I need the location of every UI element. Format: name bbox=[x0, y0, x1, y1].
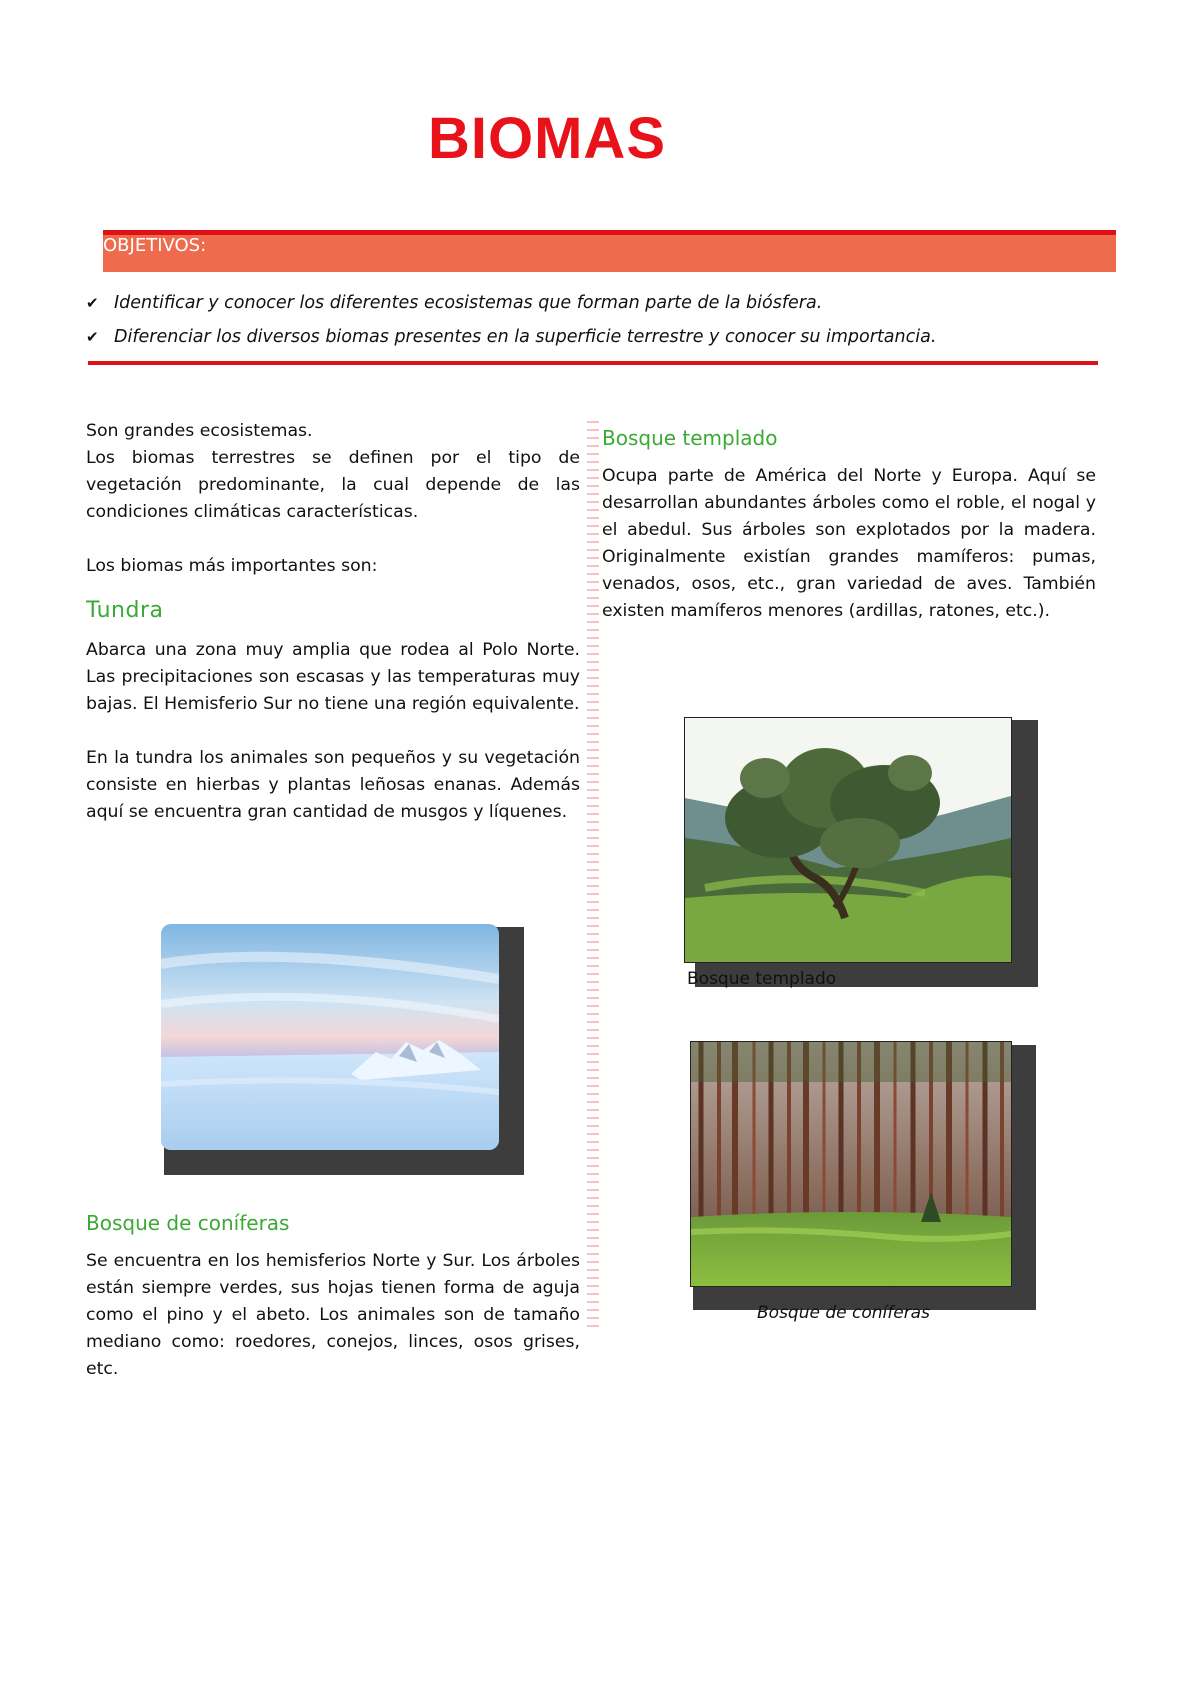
coniferas-image bbox=[690, 1041, 1012, 1287]
checkmark-icon: ✔ bbox=[86, 328, 99, 346]
page-title: BIOMAS bbox=[428, 106, 666, 171]
right-column bbox=[602, 425, 1096, 625]
objectives-list bbox=[86, 286, 1106, 354]
objective-text: Identificar y conocer los diferentes ecosistemas que forman parte de la biósfera. bbox=[114, 293, 823, 313]
intro-text: Los biomas más importantes son: bbox=[86, 556, 378, 576]
conifer-forest-illustration bbox=[691, 1042, 1011, 1286]
templado-paragraph: Ocupa parte de América del Norte y Europa. Aquí se desarrollan abundantes árboles como el roble, el nogal y el abedul. Sus árboles son explotados por la madera. Originalmente existían grandes mamíferos: pumas, venados, osos, etc., gran variedad de aves. También existen mamíferos menores (ardillas, ratones, etc.). bbox=[602, 466, 1096, 621]
caption-templado: Bosque templado bbox=[687, 969, 837, 989]
section-heading-tundra: Tundra bbox=[86, 598, 164, 623]
objective-item bbox=[86, 286, 1106, 320]
intro-text: Son grandes ecosistemas. bbox=[86, 421, 313, 441]
objectives-bottom-rule bbox=[88, 361, 1098, 365]
column-divider bbox=[587, 418, 599, 1330]
section-heading-coniferas: Bosque de coníferas bbox=[86, 1211, 290, 1235]
tundra-paragraph: En la tundra los animales son pequeños y su vegetación consiste en hierbas y plantas leñosas enanas. Además aquí se encuentra gran cantidad de musgos y líquenes. bbox=[86, 748, 580, 822]
coniferas-section bbox=[86, 1210, 580, 1383]
intro-text: Los biomas terrestres se definen por el tipo de vegetación predominante, la cual depende de las condiciones climáticas características. bbox=[86, 448, 580, 522]
objective-text: Diferenciar los diversos biomas presentes en la superficie terrestre y conocer su importancia. bbox=[114, 327, 937, 347]
section-heading-templado: Bosque templado bbox=[602, 426, 778, 450]
tundra-illustration bbox=[161, 924, 499, 1150]
left-column bbox=[86, 418, 580, 826]
checkmark-icon: ✔ bbox=[86, 294, 99, 312]
tundra-image bbox=[161, 924, 499, 1150]
templado-image bbox=[684, 717, 1012, 963]
temperate-forest-illustration bbox=[685, 718, 1011, 962]
coniferas-paragraph: Se encuentra en los hemisferios Norte y Sur. Los árboles están siempre verdes, sus hojas tienen forma de aguja como el pino y el abeto. Los animales son de tamaño mediano como: roedores, conejos, linces, osos grises, etc. bbox=[86, 1251, 580, 1379]
objective-item bbox=[86, 320, 1106, 354]
objectives-label: OBJETIVOS: bbox=[103, 235, 207, 256]
objectives-bar bbox=[103, 235, 1116, 272]
tundra-paragraph: Abarca una zona muy amplia que rodea al Polo Norte. Las precipitaciones son escasas y las temperaturas muy bajas. El Hemisferio Sur no tiene una región equivalente. bbox=[86, 640, 580, 714]
caption-coniferas: Bosque de coníferas bbox=[757, 1303, 930, 1323]
